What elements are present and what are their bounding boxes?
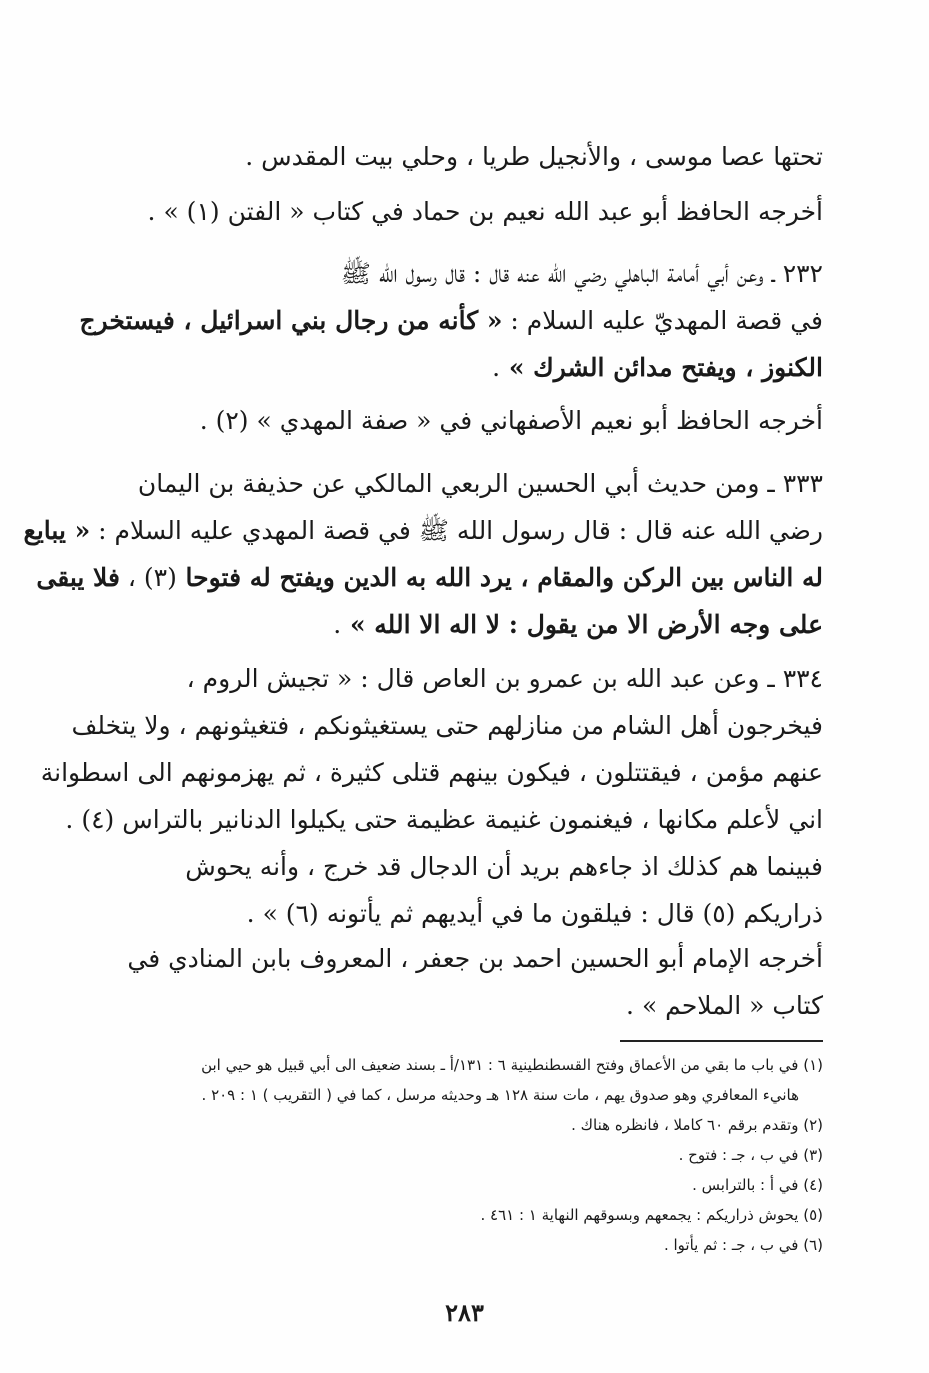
footnote-5: (٥) يحوش ذراريكم : يجمعهم وبسوقهم النهاية ١ : ٤٦١ . xyxy=(480,1206,823,1224)
footnote-separator xyxy=(620,1040,823,1042)
hadith-quote: فلا يبقى xyxy=(36,563,120,592)
text-line xyxy=(36,554,823,601)
footnote-1: (١) في باب ما بقي من الأعماق وفتح القسطنطينية ٦ : ١٣١/أ ـ بسند ضعيف الى أبي قبيل هو حيي ابن xyxy=(201,1056,823,1074)
text-run: . xyxy=(492,353,501,382)
text-line: ٢٣٢ ـ وعن أبي أمامة الباهلي رضي الله عنه قال : قال رسول الله ﷺ xyxy=(340,259,823,288)
text-line: أخرجه الحافظ أبو عبد الله نعيم بن حماد في كتاب « الفتن (١) » . xyxy=(147,197,823,226)
text-line xyxy=(79,297,823,344)
text-line xyxy=(135,601,823,648)
paragraph-continuation xyxy=(135,133,823,180)
text-line: أخرجه الحافظ أبو نعيم الأصفهاني في « صفة المهدي » (٢) . xyxy=(199,406,823,435)
footnote-1-continued: هانيء المعافري وهو صدوق يهم ، مات سنة ١٢٨ هـ وحديثه مرسل ، كما في ( التقريب ) ١ : ٢٠٩ . xyxy=(201,1086,799,1104)
hadith-334 xyxy=(40,655,823,937)
text-line: اني لأعلم مكانها ، فيغنمون غنيمة عظيمة حتى يكيلوا الدنانير بالتراس (٤) . xyxy=(65,805,823,834)
paragraph-source-munadi xyxy=(127,935,823,1029)
text-line: أخرجه الإمام أبو الحسين احمد بن جعفر ، المعروف بابن المنادي في xyxy=(127,944,823,973)
text-line: عنهم مؤمن ، فيقتتلون ، فيكون بينهم قتلى كثيرة ، ثم يهزمونهم الى اسطوانة xyxy=(40,758,823,787)
page-number: ٢٨٣ xyxy=(445,1298,484,1327)
text-run: (٣) ، xyxy=(119,563,177,592)
hadith-quote: الكنوز ، ويفتح مدائن الشرك » xyxy=(500,353,823,382)
hadith-quote: له الناس بين الركن والمقام ، يرد الله به الدين ويفتح له فتوحا xyxy=(176,563,823,592)
hadith-333 xyxy=(23,460,823,648)
footnote-4: (٤) في أ : بالترابس . xyxy=(692,1176,823,1194)
footnote-6: (٦) في ب ، جـ : ثم يأتوا . xyxy=(663,1236,823,1254)
paragraph-source-fitan xyxy=(135,188,823,235)
footnotes xyxy=(135,1050,823,1260)
paragraph-source-isfahani xyxy=(135,397,823,444)
text-line: تحتها عصا موسى ، والأنجيل طريا ، وحلي بيت المقدس . xyxy=(245,142,823,171)
footnote-2: (٢) وتقدم برقم ٦٠ كاملا ، فانظره هناك . xyxy=(571,1116,823,1134)
text-line xyxy=(135,344,823,391)
footnote-3: (٣) في ب ، جـ : فتوح . xyxy=(678,1146,823,1164)
text-line: فيخرجون أهل الشام من منازلهم حتى يستغيثونكم ، فتغيثونهم ، ولا يتخلف xyxy=(71,711,823,740)
text-line: كتاب « الملاحم » . xyxy=(626,991,823,1020)
text-line: ذراريكم (٥) قال : فيلقون ما في أيديهم ثم يأتونه (٦) » . xyxy=(246,899,823,928)
text-line: ٣٣٣ ـ ومن حديث أبي الحسين الربعي المالكي عن حذيفة بن اليمان xyxy=(137,469,823,498)
text-line: ٣٣٤ ـ وعن عبد الله بن عمرو بن العاص قال : « تجيش الروم ، xyxy=(186,664,823,693)
hadith-232 xyxy=(79,250,823,391)
hadith-quote: على وجه الأرض الا من يقول : لا اله الا الله » xyxy=(341,610,823,639)
text-run: . xyxy=(333,610,342,639)
text-line: فبينما هم كذلك اذ جاءهم بريد أن الدجال قد خرج ، وأنه يحوش xyxy=(185,852,823,881)
hadith-quote: « يبايع xyxy=(23,516,91,545)
hadith-quote: « كأنه من رجال بني اسرائيل ، فيستخرج xyxy=(79,306,503,335)
text-run: في قصة المهديّ عليه السلام : xyxy=(502,306,823,335)
text-run: رضي الله عنه قال : قال رسول الله ﷺ في قصة المهدي عليه السلام : xyxy=(90,516,823,545)
text-line xyxy=(23,507,823,554)
